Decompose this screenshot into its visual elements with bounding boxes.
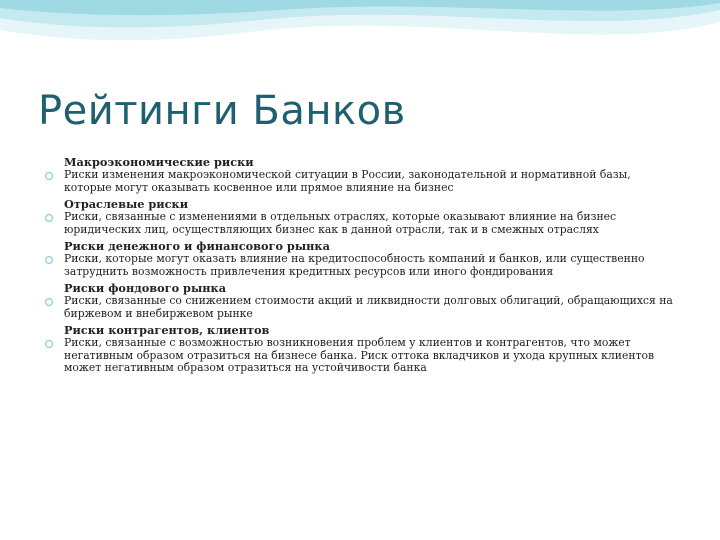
list-item (44, 169, 674, 194)
list-item (44, 211, 674, 236)
section-heading-stock-market: Риски фондового рынка (64, 281, 227, 295)
bullet-icon (45, 172, 53, 180)
bullet-icon (45, 214, 53, 222)
section-heading-money-market: Риски денежного и финансового рынка (64, 239, 330, 253)
risk-list (44, 155, 674, 378)
section-text-stock-market: Риски, связанные со снижением стоимости акций и ликвидности долговых облигаций, обращающихся на биржевом и внебиржевом рынке (64, 294, 673, 320)
section-heading-industry: Отраслевые риски (64, 197, 189, 211)
bullet-icon (45, 256, 53, 264)
list-item (44, 253, 674, 278)
section-text-money-market: Риски, которые могут оказать влияние на кредитоспособность компаний и банков, или существенно затруднить возможность привлечения кредитных ресурсов или иного фондирования (64, 252, 645, 278)
section-text-industry: Риски, связанные с изменениями в отдельных отраслях, которые оказывают влияние на бизнес юридических лиц, осуществляющих бизнес как в данной отрасли, так и в смежных отраслях (64, 210, 617, 236)
bullet-icon (45, 298, 53, 306)
section-heading-macro: Макроэкономические риски (64, 155, 254, 169)
page-title: Рейтинги Банков (38, 88, 406, 134)
list-item (44, 337, 674, 375)
section-text-macro: Риски изменения макроэкономической ситуации в России, законодательной и нормативной базы, которые могут оказывать косвенное или прямое влияние на бизнес (64, 168, 631, 194)
bullet-icon (45, 340, 53, 348)
header-wave-decoration (0, 0, 720, 80)
section-text-counterparties: Риски, связанные с возможностью возникновения проблем у клиентов и контрагентов, что может негативным образом отразиться на бизнесе банка. Риск оттока вкладчиков и ухода крупных клиентов может негативным образом отразиться на устойчивости банка (64, 336, 655, 374)
list-item (44, 295, 674, 320)
section-heading-counterparties: Риски контрагентов, клиентов (64, 323, 270, 337)
